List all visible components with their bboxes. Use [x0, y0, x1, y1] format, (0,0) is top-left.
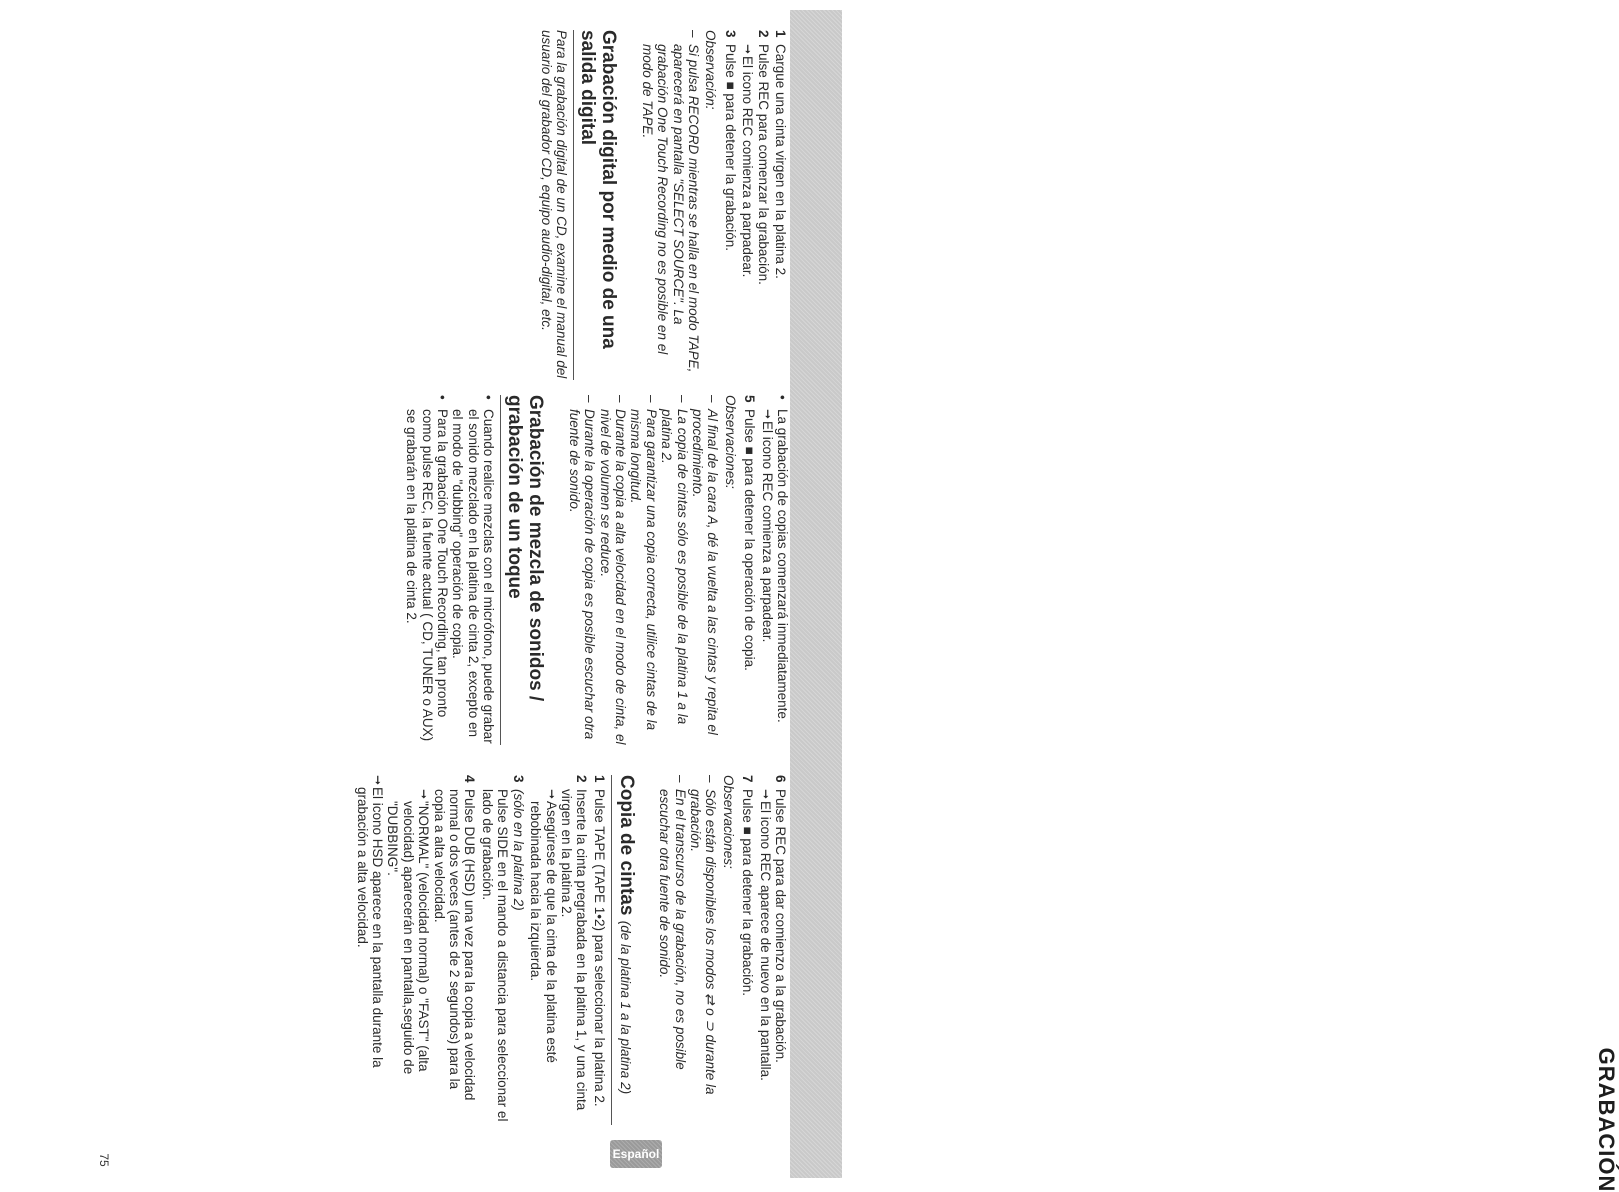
step-4-text: Pulse DUB (HSD) una vez para la copia a velocidad normal o dos veces (antes de 2 segundos) para la copia a alta velocidad. — [431, 789, 478, 1101]
observations-label: Observaciones: — [720, 775, 736, 869]
observation-text: Al final de la cara A, dé la vuelta a las cintas y repita el procedimiento. — [689, 409, 721, 735]
observation-item: – Durante la copia a alta velocidad en el modo de cinta, el nivel de volumen se reduce. — [597, 395, 628, 745]
step-6-text: Pulse REC para dar comienzo a la grabación. — [773, 789, 788, 1063]
heading-tape-copy-title: Copia de cintas — [615, 775, 637, 916]
step-5: 5 Pulse ■ para detener la operación de copia. — [742, 395, 757, 745]
observation-item: – La copia de cintas sólo es posible de la platina 1 a la platina 2. — [659, 395, 690, 745]
step-1-text: Pulse TAPE (TAPE 1•2) para seleccionar la platina 2. — [591, 789, 607, 1107]
step-4: 4 Pulse DUB (HSD) una vez para la copia a velocidad normal o dos veces (antes de 2 segundos) para la copia a alta velocidad. — [431, 775, 477, 1125]
step-4-result-text: "NORMAL" (velocidad normal) o "FAST" (alta velocidad) aparecerán en pantalla,seguido de "DUBBING". — [385, 801, 432, 1075]
step-3-text: Pulse SIDE en el mando a distancia para seleccionar el lado de grabación. — [479, 789, 511, 1122]
observation-text: Sólo están disponibles los modos ⇄ o ⊃ durante la grabación. — [687, 789, 719, 1095]
step-7: 7 Pulse ■ para detener la grabación. — [740, 775, 755, 1125]
heading-rule — [611, 775, 612, 1125]
observation-item: – Para garantizar una copia correcta, utilice cintas de la misma longitud. — [628, 395, 659, 745]
observation-item: – Si pulsa RECORD mientras se halla en el modo TAPE, aparecerá en pantalla "SELECT SOURCE". La grabación One Touch Recording no es posible en el modo de TAPE. — [639, 30, 701, 380]
step-2-text: Inserte la cinta pregrabada en la platina 1, y una cinta virgen en la platina 2. — [558, 789, 590, 1111]
step-3: 3 (sólo en la platina 2) — [510, 775, 525, 1125]
observation-item: – Sólo están disponibles los modos ⇄ o ⊃ durante la grabación. — [688, 775, 719, 1125]
observations-label: Observaciones: — [722, 395, 738, 489]
arrow-right-icon: ➞ — [371, 775, 386, 786]
observation-item: – Al final de la cara A, dé la vuelta a las cintas y repita el procedimiento. — [690, 395, 721, 745]
heading-tape-copy-subtitle: (de la platina 1 a la platina 2) — [617, 920, 633, 1095]
section-sidebar — [790, 10, 1619, 1192]
heading-rule — [573, 30, 574, 380]
bullet-mix-text: Cuando realice mezclas con el micrófono, puede grabar el sonido mezclado en la platina de cinta 2, excepto en el modo de "dubbing" operación de copia. — [450, 409, 497, 744]
section-title: GRABACIÓN — [1594, 1047, 1619, 1192]
heading-tape-copy — [615, 775, 637, 1125]
observation-text: Si pulsa RECORD mientras se halla en el modo TAPE, aparecerá en pantalla "SELECT SOURCE". La grabación One Touch Recording no es posible en el modo de TAPE. — [639, 44, 701, 373]
step-3-text: Pulse ■ para detener la grabación. — [722, 44, 738, 252]
step-2-result — [528, 775, 559, 1125]
arrow-right-icon: ➞ — [417, 789, 432, 800]
step-1: 1 Pulse TAPE (TAPE 1•2) para seleccionar la platina 2. — [591, 775, 606, 1125]
observation-text: Para garantizar una copia correcta, utilice cintas de la misma longitud. — [628, 409, 659, 731]
page-content — [140, 30, 790, 1130]
observation-text: Durante la copia a alta velocidad en el modo de cinta, el nivel de volumen se reduce. — [597, 409, 628, 745]
arrow-right-icon: ➞ — [760, 409, 775, 420]
step-2: 2 Pulse REC para comenzar la grabación. — [755, 30, 770, 380]
column-dubbing-continued — [404, 395, 790, 745]
step-1: 1 Cargue una cinta virgen en la platina 2. — [773, 30, 788, 380]
bullet-copy-start-result — [759, 395, 774, 745]
step-4-result-2 — [354, 775, 385, 1125]
bullet-one-touch: • Para la grabación One Touch Recording, tan pronto como pulse REC, la fuente actual ( CD, TUNER o AUX) se grabarán en la platina de cinta 2. — [404, 395, 450, 745]
arrow-right-icon: ➞ — [741, 44, 756, 55]
step-1-text: Cargue una cinta virgen en la platina 2. — [773, 44, 788, 279]
step-6: 6 Pulse REC para dar comienzo a la grabación. — [773, 775, 788, 1125]
bullet-one-touch-text: Para la grabación One Touch Recording, tan pronto como pulse REC, la fuente actual ( CD, TUNER o AUX) se grabarán en la platina de cinta 2. — [404, 409, 451, 742]
bullet-copy-start-result-text: El icono REC comienza a parpadear. — [759, 421, 775, 643]
step-2-result-text: El icono REC comienza a parpadear. — [740, 56, 756, 278]
step-7-text: Pulse ■ para detener la grabación. — [740, 789, 756, 997]
arrow-right-icon: ➞ — [758, 789, 773, 800]
heading-digital-recording: Grabación digital por medio de una salida digital — [577, 30, 620, 349]
column-tape-copy — [354, 775, 790, 1125]
observation-text: La copia de cintas sólo es posible de la platina 1 a la platina 2. — [659, 409, 690, 725]
heading-rule — [500, 395, 501, 745]
step-2: 2 Inserte la cinta pregrabada en la platina 1, y una cinta virgen en la platina 2. — [559, 775, 590, 1125]
heading-mix-recording: Grabación de mezcla de sonidos / grabación de un toque — [504, 395, 547, 702]
bullet-mix: • Cuando realice mezclas con el micrófono, puede grabar el sonido mezclado en la platina de cinta 2, excepto en el modo de "dubbing" operación de copia. — [450, 395, 497, 744]
step-2-result — [740, 30, 755, 380]
step-6-result — [757, 775, 772, 1125]
step-4-result-2-text: El icono HSD aparece en la pantalla durante la grabación a alta velocidad. — [354, 787, 386, 1068]
observation-item: – En el transcurso de la grabación, no es posible escuchar otra fuente de sonido. — [657, 775, 688, 1125]
observation-label: Observación: — [703, 30, 719, 110]
step-4-result — [385, 775, 431, 1125]
step-6-result-text: El icono REC aparece de nuevo en la pantalla. — [757, 801, 773, 1081]
arrow-right-icon: ➞ — [544, 789, 559, 800]
observation-text: En el transcurso de la grabación, no es posible escuchar otra fuente de sonido. — [657, 789, 688, 1070]
digital-recording-intro: Para la grabación digital de un CD, examine el manual del usuario del grabador CD, equipo audio-digital, etc. — [538, 30, 570, 379]
step-2-text: Pulse REC para comenzar la grabación. — [755, 44, 771, 285]
observation-text: Durante la operación de copia es posible escuchar otra fuente de sonido. — [566, 409, 598, 740]
language-badge-label: Español — [612, 1147, 660, 1161]
step-3: 3 Pulse ■ para detener la grabación. — [722, 30, 737, 380]
observation-item: – Durante la operación de copia es posible escuchar otra fuente de sonido. — [566, 395, 597, 745]
language-badge — [610, 1140, 662, 1168]
step-5-text: Pulse ■ para detener la operación de copia. — [742, 409, 758, 671]
step-3-note: (sólo en la platina 2) — [510, 789, 526, 911]
bullet-copy-start: • La grabación de copias comenzará inmediatamente. — [775, 395, 790, 745]
page-number: 75 — [97, 1153, 111, 1167]
bullet-copy-start-text: La grabación de copias comenzará inmediatamente. — [775, 409, 790, 723]
step-2-result-text: Asegúrese de que la cinta de la platina esté rebobinada hacia la izquierda. — [528, 801, 559, 1063]
column-digital-recording — [537, 30, 790, 380]
